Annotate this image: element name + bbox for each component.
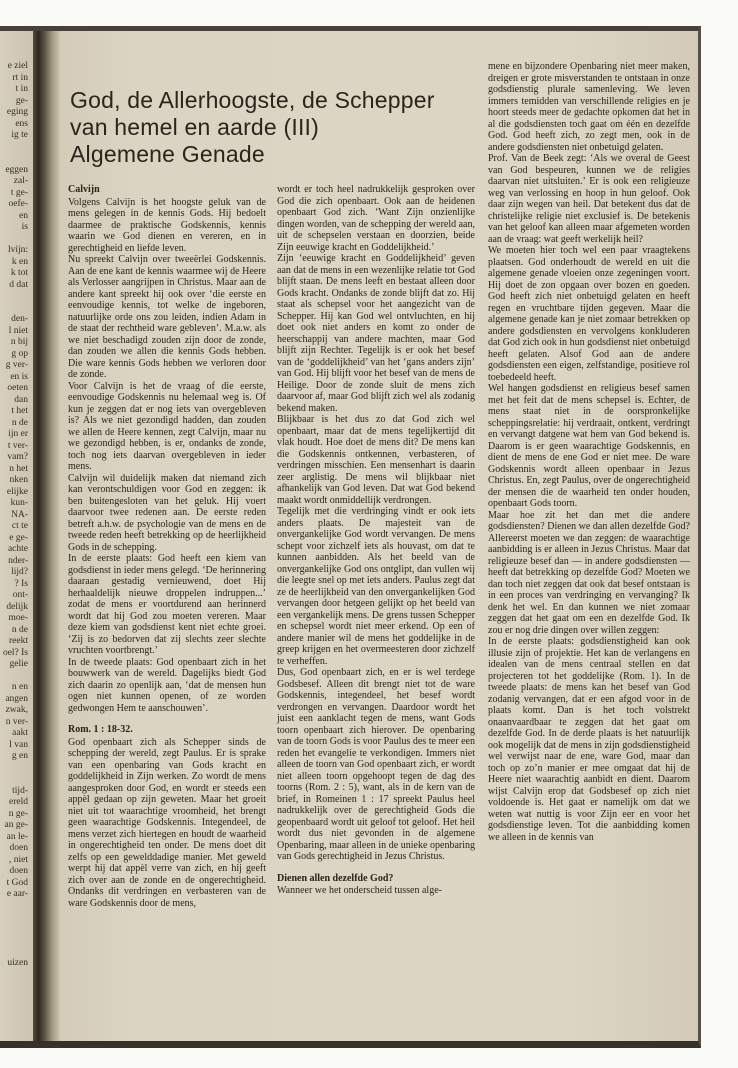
cut-text-fragment: nken (9, 475, 28, 485)
body-paragraph: wordt er toch heel nadrukkelijk gesproken over God die zich openbaart. Ook aan de heidenen openbaart God zich. ‘Want Zijn onzienlijke dingen worden, van de schepping der wereld aan, uit de schepselen verstaan en doorzien, beide Zijn eeuwige kracht en Goddelijkheid.’ (277, 184, 475, 253)
cut-text-fragment: t ver- (7, 440, 28, 451)
body-paragraph: Voor Calvijn is het de vraag of die eerste, eenvoudige Godskennis nu helemaal weg is. Of kun je zeggen dat er nog iets van overgebleven is? Als we niet gezondigd hadden, dan zouden we allen de Heere kennen, zegt Calvijn, maar nu we gezondigd hebben, is er, ondanks de zonde, toch nog iets daarvan overgebleven in ieder mens. (68, 380, 266, 472)
previous-page-edge (0, 31, 33, 1041)
column-2 (277, 184, 475, 909)
cut-text-fragment: achte (7, 544, 28, 554)
cut-text-fragment: d dat (9, 279, 28, 290)
cut-text-fragment: g en (11, 751, 28, 761)
cut-text-fragment (0, 671, 33, 683)
cut-text-fragment: kun- (10, 498, 28, 508)
cut-text-fragment: g ver- (5, 360, 28, 370)
cut-text-fragment: moe- (8, 613, 28, 623)
body-paragraph: Dus, God openbaart zich, en er is wel terdege Godsbesef. Alleen dit brengt niet tot de ware Godskennis, integendeel, het besef wordt verdrongen en vervangen. Daardoor wordt het juist een aanklacht tegen de mens, want Gods toorn openbaart zich hierover. De openbaring van de toorn Gods is voor Paulus des te meer een reden het evangelie te verkondigen. Immers niet alleen de toorn van God openbaart zich, er wordt niet alleen toorn opgehoopt tegen de dag des toorns (Rom. 2 : 5), want, als in de kern van de brief, in Romeinen 1 : 17 spreekt Paulus heel nadrukkelijk over de gerechtigheid Gods die geopenbaard wordt uit geloof tot geloof. Het heil wordt dus niet gevonden in de algemene Openbaring, maar alleen in de unieke openbaring van Gods gerechtigheid in Jezus Christus. (277, 667, 475, 862)
column-3 (488, 61, 690, 909)
cut-text-fragment (0, 303, 33, 315)
column-1 (68, 184, 266, 909)
cut-text-fragment: oel? Is (2, 647, 28, 658)
section-heading: Calvijn (68, 184, 100, 195)
cut-text-fragment: vam? (7, 452, 28, 462)
cut-text-fragment: lijd? (11, 567, 28, 577)
cut-text-fragment: zwak, (5, 705, 28, 715)
cut-text-fragment: is (21, 222, 28, 232)
cut-text-fragment: n het (9, 463, 28, 474)
article-page (60, 31, 698, 1041)
cut-text-fragment: lvijn: (7, 245, 28, 255)
cut-text-fragment: doen (9, 866, 28, 876)
cut-text-fragment (0, 763, 33, 775)
cut-text-fragment (0, 947, 33, 959)
article-title (70, 87, 475, 168)
cut-text-fragment (0, 935, 33, 947)
cut-text-fragment: ijn er (8, 429, 28, 439)
cut-text-fragment: eging (6, 107, 28, 117)
column-pair (68, 184, 475, 909)
cut-text-fragment: NA- (11, 509, 28, 520)
body-paragraph: Zijn ‘eeuwige kracht en Goddelijkheid’ geven aan dat de mens in een wezenlijke relatie tot God blijft staan. De mens leeft en bestaat alleen door Gods kracht. Ondanks de zonde blijft dat zo. Hij staat als schepsel voor het aangezicht van de Schepper. Hij kan God wel ontvluchten, en hij doet ook niet anders en komt zo onder de heerschappij van andere machten, maar God blijft zijn Rechter. Tegelijk is er ook het besef van de ‘goddelijkheid’ van het ‘gans anders zijn’ van God. Hij blijft voor het besef van de mens de Heilige. Door de zonde sluit de mens zich daarvoor af, maar God blijft zich wel als zodanig bekend maken. (277, 253, 475, 414)
cut-text-fragment: eggen (5, 164, 28, 175)
cut-text-fragment (0, 153, 33, 165)
cut-text-fragment: t God (6, 877, 28, 888)
cut-text-fragment: l van (9, 739, 28, 750)
cut-text-fragment (0, 234, 33, 246)
section-heading: Rom. 1 : 18-32. (68, 724, 133, 735)
cut-text-fragment: oeten (7, 383, 28, 393)
cut-text-fragment: t ge- (10, 187, 28, 198)
article-title-line3: Algemene Genade (70, 141, 265, 167)
cut-text-fragment: ? Is (14, 578, 28, 589)
cut-text-fragment: ct te (11, 521, 28, 531)
cut-text-fragment: nder- (8, 555, 28, 566)
article-title-line2: van hemel en aarde (III) (70, 114, 319, 140)
cut-text-fragment: rt in (12, 72, 28, 83)
cut-text-fragment: en (19, 210, 28, 221)
cut-text-fragment: zal- (13, 176, 28, 186)
cut-text-fragment: t het (11, 406, 28, 416)
cut-text-fragment: aakt (12, 728, 28, 738)
cut-text-fragment: n de (11, 417, 28, 428)
cut-text-fragment: an ge- (4, 820, 28, 830)
cut-text-fragment: dan (14, 394, 28, 405)
cut-text-fragment: angen (5, 693, 28, 704)
cut-text-fragment: e aar- (6, 889, 28, 899)
cut-text-fragment: ens (15, 118, 28, 129)
cut-text-fragment (0, 142, 33, 154)
cut-text-fragment (0, 924, 33, 936)
cut-text-fragment: n bij (10, 337, 28, 347)
body-paragraph: God openbaart zich als Schepper sinds de schepping der wereld, zegt Paulus. Er is sprake van een openbaring van Gods kracht en goddelijkheid in Zijn werken. Zo wordt de mens aangesproken door God, en wordt er steeds een appèl gedaan op zijn geweten. Maar het groeit niet uit tot waarachtige vroomheid, het brengt geen waarachtige Godskennis. Integendeel, de mens verzet zich hiertegen en houdt de waarheid in ongerechtigheid ten onder. De mens doet dit zelfs op een gewelddadige manier. Met geweld werpt hij dat appèl verre van zich, en hij geeft zich over aan de zonde en de ongerechtigheid. Ondanks dit verdringen en verbasteren van de ware Godskennis door de mens, (68, 736, 266, 909)
cut-text-fragment: an le- (6, 831, 28, 842)
body-paragraph: Volgens Calvijn is het hoogste geluk van de mens gelegen in de kennis Gods. Hij bedoelt daarmee de praktische Godskennis, kennis waarin we God dienen en vereren, en in gerechtigheid en liefde leven. (68, 196, 266, 254)
article-title-line1: God, de Allerhoogste, de Schepper (70, 87, 435, 113)
body-paragraph: Calvijn wil duidelijk maken dat niemand zich kan verontschuldigen voor God en zeggen: ik ben buitengesloten van het geluk. Hij voert daarvoor twee redenen aan. De eerste reden betreft a.h.w. de psychologie van de mens en de tweede reden heeft betrekking op de heerlijkheid Gods in de schepping. (68, 472, 266, 553)
body-paragraph: In de eerste plaats: godsdienstigheid kan ook illusie zijn of projektie. Het kan de verlangens en idealen van de mens centraal stellen en dat projecteren tot het goddelijke (Rom. 1). In de tweede plaats: de mens kan het besef van God zodanig vervangen, dat er een afgod voor in de plaats komt. Dan is het toch volstrekt onaanvaardbaar te zeggen dat het gaat om dezelfde God. In de derde plaats is het natuurlijk ook mogelijk dat de mens in zijn godsdienstigheid wel verwijst naar de ene, ware God, maar dan toch op zo’n manier er mee omgaat dat hij de Heere niet waarachtig aanbidt en dient. Daarom wijst Calvijn erop dat Godsbesef op zich niet voldoende is. Het gaat er namelijk om dat we weten wat nuttig is voor Zijn eer en voor het godsdienstige leven. Tot die aanbidding komen we alleen in de kennis van (488, 636, 690, 843)
cut-text-fragment: en is (10, 371, 28, 382)
cut-text-fragment: ge- (15, 95, 28, 106)
page-gutter-shadow (33, 31, 60, 1041)
book-photo (0, 26, 701, 1048)
body-paragraph: mene en bijzondere Openbaring niet meer maken, dreigen er grote misverstanden te ontstaan in onze godsdienstig plurale samenleving. We leven immers temidden van verschillende religies en je hoort steeds meer de gedachte opkomen dat het in al die godsdiensten toch gaat om één en dezelfde God. God heeft zich, zo zegt men, ook in de andere godsdiensten niet onbetuigd gelaten. (488, 61, 690, 153)
cut-text-fragment: delijk (6, 601, 28, 612)
cut-text-fragment: doen (9, 843, 28, 853)
cut-text-fragment: , niet (9, 854, 28, 865)
cut-text-fragment: gelie (9, 659, 28, 669)
body-paragraph: In de eerste plaats: God heeft een kiem van godsdienst in ieder mens gelegd. ‘De herinnering daaraan gestadig vernieuwend, doet Hij herhaaldelijk nieuwe droppelen indruppen...’ zodat de mens er voortdurend aan herinnerd wordt dat hij God zou moeten vereren. Maar deze kiem van godsdienst kent niet echte groei. ‘Zij is zo bedorven dat zij slechts zeer slechte vruchten voortbrengt.’ (68, 553, 266, 656)
body-paragraph: Wel hangen godsdienst en religieus besef samen met het feit dat de mens schepsel is. Echter, de mens staat niet in de oorspronkelijke scheppingsrelatie: hij verdraait, ontkent, verdringt en vervangt datgene wat hem van God bekend is. Daarom is er geen waarachtige Godskennis, en dient de mens de ene God er niet mee. De ware Godskennis wordt alleen openbaar in Jezus Christus. En, zegt Paulus, over de ongerechtigheid der mensen die de waarheid ten onder houden, openbaart Gods toorn. (488, 383, 690, 509)
cut-text-fragment: e ge- (9, 532, 28, 543)
cut-text-fragment: uizen (7, 958, 28, 968)
cut-text-fragment: g op (11, 348, 28, 359)
cut-text-fragment (0, 291, 33, 303)
cut-text-fragment: n de (11, 624, 28, 635)
cut-text-fragment: reekt (9, 636, 28, 646)
cut-text-fragment: oefe- (8, 199, 28, 209)
cut-text-fragment: tijd- (12, 785, 28, 796)
cut-text-fragment: n ge- (8, 808, 28, 819)
body-paragraph: Blijkbaar is het dus zo dat God zich wel openbaart, maar dat de mens tegelijkertijd dit vlak houdt. Hoe doet de mens dit? De mens kan die Godskennis ontkennen, verbasteren, of verdringen misschien. Een mensenhart is daarin zeer arglistig. De mens wil blijkbaar niet afhankelijk van God leven. Dat wat God bekend maakt wordt onmiddellijk verdrongen. (277, 414, 475, 506)
body-paragraph: Prof. Van de Beek zegt: ‘Als we overal de Geest van God bespeuren, kunnen we de religies daarvan niet uitsluiten.’ Er is ook een religieuze weg van verlossing en hoop in hun geloof. Ook daar zijn wegen van heil. Dat betekent dus dat de christelijke religie niet exclusief is. De betekenis van het geloof kan alleen maar afgemeten worden aan de vraag: wat geeft werkelijk heil? (488, 153, 690, 245)
cut-text-fragment: k tot (10, 268, 28, 278)
body-paragraph: Tegelijk met die verdringing vindt er ook iets anders plaats. De majesteit van de onvergankelijke God wordt vervangen. De mens schept voor zichzelf iets als houvast, om dat te kunnen aanbidden. Als het beeld van de onvergankelijke God ons ontglipt, dan vullen wij die leegte snel op met iets anders. Paulus zegt dat ze de heerlijkheid van den onvergankelijken God vervangen door hetgeen gelijkt op het beeld van een vergankelijk mens. De grens tussen Schepper en schepsel wordt niet meer erkend. Op een of andere manier wil de mens het goddelijke in de greep krijgen en het overmeesteren door zichzelf te verheffen. (277, 506, 475, 667)
cut-text-fragment (0, 774, 33, 786)
cut-text-fragment: k en (11, 256, 28, 267)
body-paragraph: Wanneer we het onderscheid tussen alge- (277, 885, 442, 896)
body-paragraph: Maar hoe zit het dan met die andere godsdiensten? Dienen we dan allen dezelfde God? Allereerst moeten we dan zeggen: de waarachtige aanbidding is er alleen in Jezus Christus. Maar dat religieuze besef dan — in andere godsdiensten — heeft dat betrekking op dezelfde God? Moeten we dan toch niet zeggen dat ook dat besef ontstaan is in een proces van verdringing en vervanging? Ik denk het wel. En dan kunnen we niet zomaar zeggen dat het gaat om een en dezelfde God. Ik zou er nog drie dingen over willen zeggen: (488, 509, 690, 636)
cut-text-fragment: n en (11, 682, 28, 692)
left-two-columns (68, 61, 475, 909)
section-heading: Dienen allen dezelfde God? (277, 872, 394, 884)
body-paragraph: In de tweede plaats: God openbaart zich in het bouwwerk van de wereld. Dagelijks biedt God zich daarin zo openlijk aan, ‘dat de mensen hun ogen niet kunnen openen, of ze worden gedwongen Hem te aanschouwen’. (68, 656, 266, 714)
cut-text-fragment: ont- (12, 590, 28, 600)
cut-text-fragment: n ver- (5, 716, 28, 727)
cut-text-fragment (0, 901, 33, 913)
body-paragraph: We moeten hier toch wel een paar vraagtekens plaatsen. God onderhoudt de wereld en uit die algemene genade vloeien onze zegeningen voort. Hij doet de zon opgaan over bozen en goeden. God heeft zich niet onbetuigd gelaten en heeft regen en vruchtbare tijden gegeven. Maar die algemene genade kan je niet zomaar betrekken op andere godsdiensten en vervolgens konkluderen dat God zich ook in hun godsdienst niet onbetuigd heeft gelaten. Alsof God aan de andere godsdiensten een eigen, zelfstandige, positieve rol toebedeeld heeft. (488, 245, 690, 383)
cut-text-fragment: t in (15, 84, 28, 94)
cut-text-fragment: ig te (11, 130, 28, 140)
content-columns (68, 61, 692, 909)
cut-text-fragment: ereld (9, 797, 28, 807)
cut-text-fragment: e ziel (7, 61, 28, 71)
cut-text-fragment: elijke (6, 486, 28, 497)
body-paragraph: Nu spreekt Calvijn over tweeërlei Godskennis. Aan de ene kant de kennis waarmee wij de Heere als Verlosser aangrijpen in Christus. Maar aan de andere kant spreekt hij ook over ‘die eerste en eenvoudige kennis, tot welke de ingeboren, natuurlijke orde ons zou leiden, indien Adam in de staat der rechtheid ware gebleven’. M.a.w. als we niet beschadigd zouden zijn door de zonde, dan zouden we allen die kennis Gods hebben. Die ware kennis Gods hebben we verloren door de zonde. (68, 254, 266, 380)
cut-text-fragment: den- (11, 314, 28, 324)
cut-text-fragment: l niet (8, 325, 28, 336)
cut-text-fragment (0, 912, 33, 924)
